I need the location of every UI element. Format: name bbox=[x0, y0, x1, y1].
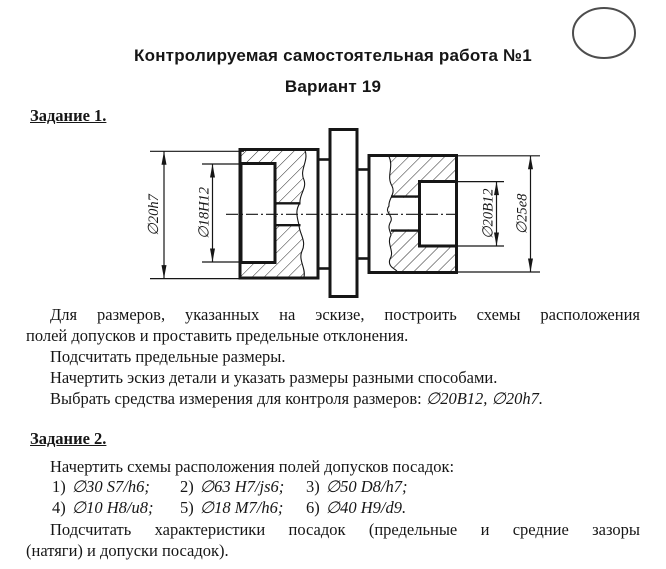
task1-para4-sizes: ∅20B12, ∅20h7. bbox=[425, 389, 544, 408]
fit-value: ∅18 M7/h6; bbox=[199, 498, 284, 517]
flange-disk bbox=[330, 130, 357, 297]
task1-para3: Начертить эскиз детали и указать размеры разными способами. bbox=[50, 368, 498, 387]
fit-number: 6) bbox=[306, 498, 320, 517]
task1-heading: Задание 1. bbox=[30, 106, 107, 125]
fit-item-2 bbox=[180, 477, 284, 497]
task1-para1-line2: полей допусков и проставить предельные отклонения. bbox=[26, 326, 409, 345]
task2-heading: Задание 2. bbox=[30, 429, 107, 448]
fit-value: ∅30 S7/h6; bbox=[71, 477, 150, 496]
dim-label-outer-left: ∅20h7 bbox=[146, 194, 162, 236]
task2-outro-line1: Подсчитать характеристики посадок (предельные и средние зазоры bbox=[50, 520, 640, 539]
fit-item-3 bbox=[306, 477, 408, 497]
fit-value: ∅10 H8/u8; bbox=[71, 498, 154, 517]
fit-item-1 bbox=[52, 477, 150, 497]
dim-label-bore-right: ∅20B12 bbox=[480, 188, 497, 240]
task2-outro-line2: (натяги) и допуски посадок). bbox=[26, 541, 229, 560]
fit-item-6 bbox=[306, 498, 406, 518]
fit-value: ∅40 H9/d9. bbox=[325, 498, 407, 517]
task1-para1-line1: Для размеров, указанных на эскизе, построить схемы расположения bbox=[50, 305, 640, 324]
fit-item-4 bbox=[52, 498, 154, 518]
fit-number: 5) bbox=[180, 498, 194, 517]
fit-number: 2) bbox=[180, 477, 194, 496]
task2-intro: Начертить схемы расположения полей допусков посадок: bbox=[50, 457, 455, 476]
task1-para4 bbox=[26, 388, 543, 409]
fit-number: 1) bbox=[52, 477, 66, 496]
fit-number: 4) bbox=[52, 498, 66, 517]
page-title: Контролируемая самостоятельная работа №1 bbox=[134, 46, 532, 65]
task1-para4-text: Выбрать средства измерения для контроля размеров: bbox=[50, 389, 426, 408]
fit-number: 3) bbox=[306, 477, 320, 496]
fit-value: ∅63 H7/js6; bbox=[199, 477, 285, 496]
fit-value: ∅50 D8/h7; bbox=[325, 477, 408, 496]
fit-item-5 bbox=[180, 498, 283, 518]
task1-para2: Подсчитать предельные размеры. bbox=[50, 347, 286, 366]
dim-label-outer-right: ∅25e8 bbox=[514, 193, 531, 235]
variant-title: Вариант 19 bbox=[284, 77, 382, 96]
dim-label-bore-left: ∅18H12 bbox=[196, 186, 213, 240]
